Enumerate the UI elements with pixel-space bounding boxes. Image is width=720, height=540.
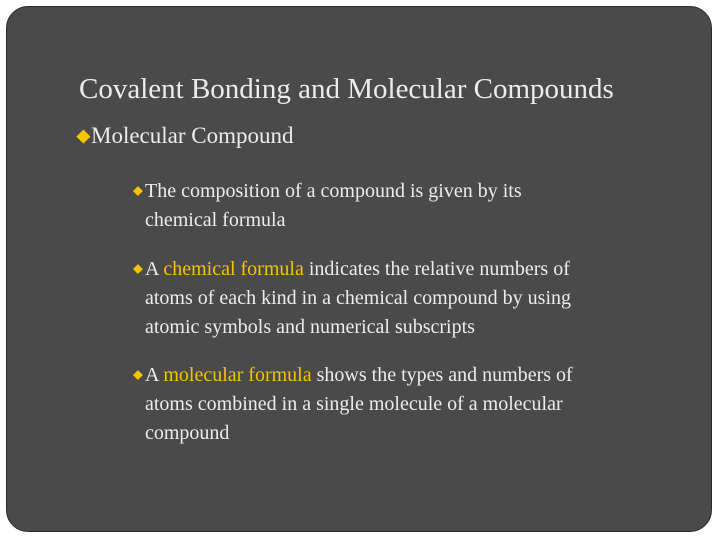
bullet-point-molecular-formula xyxy=(133,361,693,448)
point-text: A xyxy=(145,258,164,280)
slide-title: Covalent Bonding and Molecular Compounds xyxy=(79,73,614,105)
point-line: atoms of each kind in a chemical compound by using xyxy=(145,287,572,309)
diamond-bullet-icon xyxy=(133,186,143,196)
point-line: The composition of a compound is given by its xyxy=(145,180,522,202)
highlighted-term-chemical-formula: chemical formula xyxy=(163,258,304,280)
point-line: atomic symbols and numerical subscripts xyxy=(145,316,475,338)
point-line: compound xyxy=(145,422,230,444)
diamond-bullet-icon xyxy=(133,264,143,274)
point-text: A xyxy=(145,364,164,386)
diamond-bullet-icon xyxy=(133,370,143,380)
point-text: shows the types and numbers of xyxy=(311,364,573,386)
heading-molecular-compound xyxy=(77,123,294,149)
highlighted-term-molecular-formula: molecular formula xyxy=(163,364,312,386)
bullet-point-composition xyxy=(133,177,693,235)
point-text: indicates the relative numbers of xyxy=(303,258,570,280)
heading-text: Molecular Compound xyxy=(91,123,294,148)
bullet-point-chemical-formula xyxy=(133,255,693,342)
point-line: chemical formula xyxy=(145,209,286,231)
diamond-bullet-icon xyxy=(76,129,90,143)
slide xyxy=(6,6,712,532)
point-line: atoms combined in a single molecule of a molecular xyxy=(145,393,563,415)
